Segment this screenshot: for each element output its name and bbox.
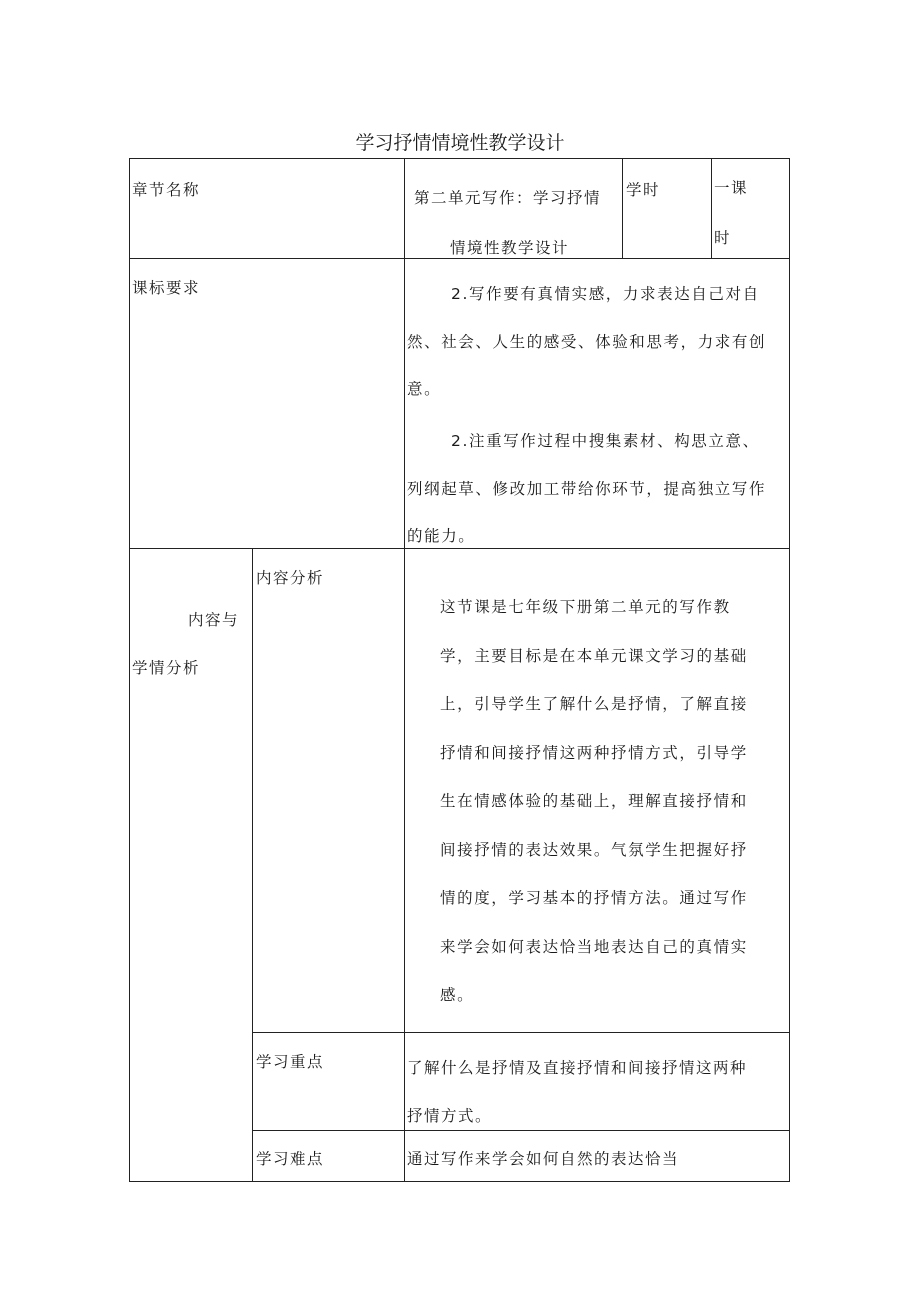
chapter-label: 章节名称 [132,181,201,199]
standard-paragraph-2 [407,429,766,572]
chapter-value-line2: 情境性教学设计 [450,239,570,257]
standard-label: 课标要求 [132,279,201,297]
analysis-label-line2: 学情分析 [132,659,201,677]
document-title: 学习抒情情境性教学设计 [355,132,565,154]
content-line: 上，引导学生了解什么是抒情，了解直接 [440,695,748,713]
hours-label: 学时 [626,181,661,199]
content-line: 学，主要目标是在本单元课文学习的基础 [440,646,748,665]
content-line: 抒情和间接抒情这两种抒情方式，引导学 [440,743,748,762]
difficulty-value: 通过写作来学会如何自然的表达恰当 [407,1150,680,1168]
standard-p2-line: 2.注重写作过程中搜集素材、构思立意、 [451,432,760,450]
content-line: 间接抒情的表达效果。气氛学生把握好抒 [440,840,748,859]
content-analysis-label: 内容分析 [256,569,325,587]
content-line: 生在情感体验的基础上，理解直接抒情和 [440,792,748,810]
content-analysis-text [440,595,748,1032]
standard-p1-line: 意。 [407,380,442,398]
content-line: 这节课是七年级下册第二单元的写作教 [440,598,731,616]
difficulty-label: 学习难点 [256,1150,325,1168]
standard-p2-line: 列纲起草、修改加工带给你环节，提高独立写作 [407,479,767,498]
content-line: 情的度，学习基本的抒情方法。通过写作 [440,889,748,907]
hours-value-line1: 一课 [714,179,749,197]
chapter-value-line1: 第二单元写作：学习抒情 [414,189,602,207]
standard-p2-line: 的能力。 [407,527,476,545]
key-point-line2: 抒情方式。 [407,1107,493,1125]
standard-paragraph-1 [407,282,766,425]
standard-p1-line: 2.写作要有真情实感，力求表达自己对自 [451,285,760,303]
hours-value-line2: 时 [714,229,732,247]
content-line: 来学会如何表达恰当地表达自己的真情实 [440,937,748,956]
key-point-label: 学习重点 [256,1053,325,1071]
content-line: 感。 [440,986,475,1004]
standard-p1-line: 然、社会、人生的感受、体验和思考，力求有创 [407,332,767,351]
key-point-line1: 了解什么是抒情及直接抒情和间接抒情这两种 [407,1059,748,1077]
analysis-label-line1: 内容与 [188,611,240,629]
